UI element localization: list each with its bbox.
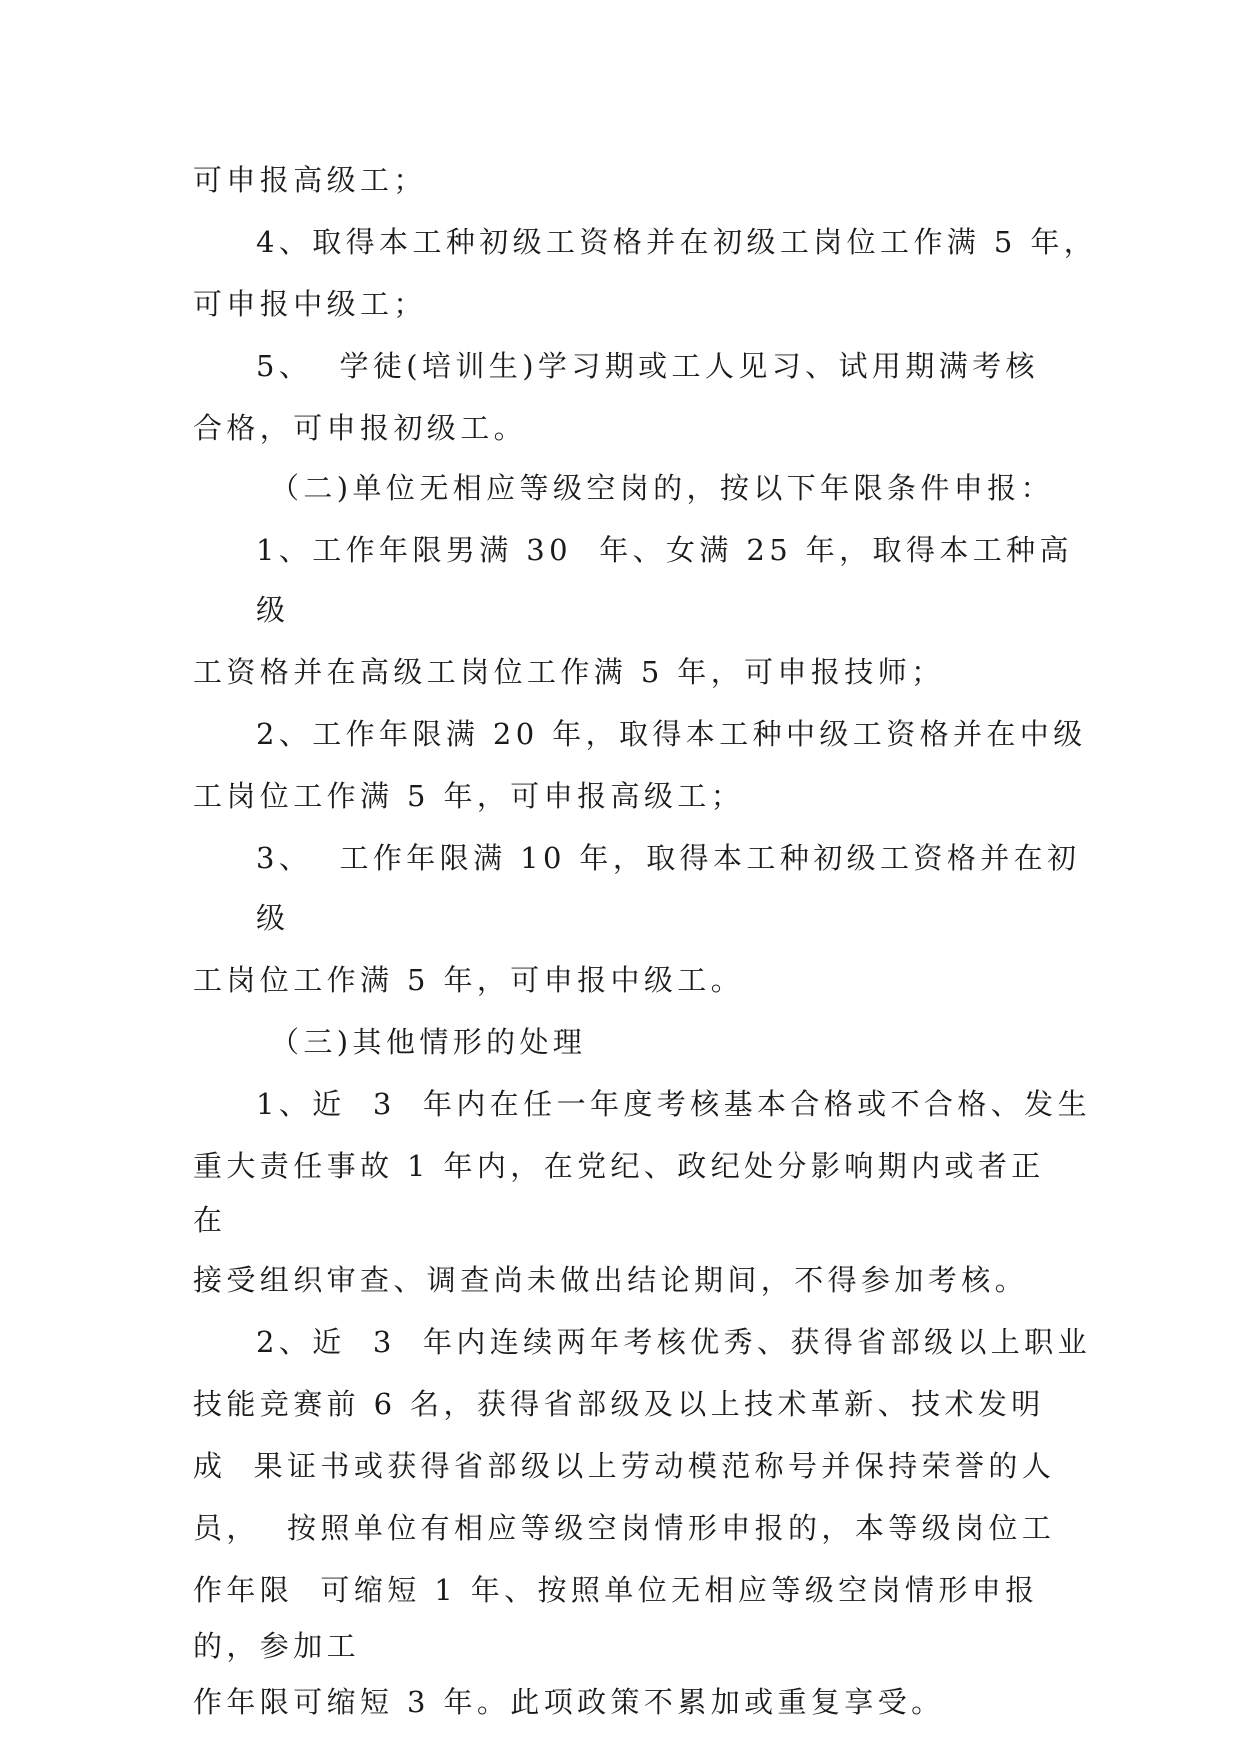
text-line: 2、工作年限满 20 年，取得本工种中级工资格并在中级 — [256, 717, 1087, 751]
text-line: 1、工作年限男满 30 年、女满 25 年，取得本工种高 — [256, 533, 1073, 567]
text-line: 2、近 3 年内连续两年考核优秀、获得省部级以上职业 — [256, 1325, 1091, 1359]
text-line: 级 — [256, 593, 290, 627]
text-line: 成 果证书或获得省部级以上劳动模范称号并保持荣誉的人 — [193, 1449, 1056, 1483]
text-line: 5、 学徒(培训生)学习期或工人见习、试用期满考核 — [256, 349, 1039, 383]
text-line: 作年限可缩短 3 年。此项政策不累加或重复享受。 — [193, 1685, 945, 1719]
text-line: 接受组织审查、调查尚未做出结论期间，不得参加考核。 — [193, 1263, 1029, 1297]
text-line: 级 — [256, 901, 290, 935]
text-line: 4、取得本工种初级工资格并在初级工岗位工作满 5 年， — [256, 225, 1098, 259]
text-line: 工资格并在高级工岗位工作满 5 年，可申报技师； — [193, 655, 945, 689]
section-heading: （三)其他情形的处理 — [270, 1025, 587, 1059]
text-line: 3、 工作年限满 10 年，取得本工种初级工资格并在初 — [256, 841, 1081, 875]
text-line: 工岗位工作满 5 年，可申报高级工； — [193, 779, 745, 813]
section-heading: （二)单位无相应等级空岗的，按以下年限条件申报： — [270, 471, 1054, 505]
text-line: 重大责任事故 1 年内，在党纪、政纪处分影响期内或者正 — [193, 1149, 1045, 1183]
text-line: 工岗位工作满 5 年，可申报中级工。 — [193, 963, 745, 997]
text-line: 的，参加工 — [193, 1629, 361, 1663]
text-line: 1、近 3 年内在任一年度考核基本合格或不合格、发生 — [256, 1087, 1091, 1121]
text-line: 合格，可申报初级工。 — [193, 411, 528, 445]
text-line: 技能竞赛前 6 名，获得省部级及以上技术革新、技术发明 — [193, 1387, 1045, 1421]
text-line: 作年限 可缩短 1 年、按照单位无相应等级空岗情形申报 — [193, 1573, 1039, 1607]
text-line: 可申报高级工； — [193, 163, 427, 197]
text-line: 可申报中级工； — [193, 287, 427, 321]
text-line: 在 — [193, 1203, 227, 1237]
text-line: 员， 按照单位有相应等级空岗情形申报的，本等级岗位工 — [193, 1511, 1056, 1545]
